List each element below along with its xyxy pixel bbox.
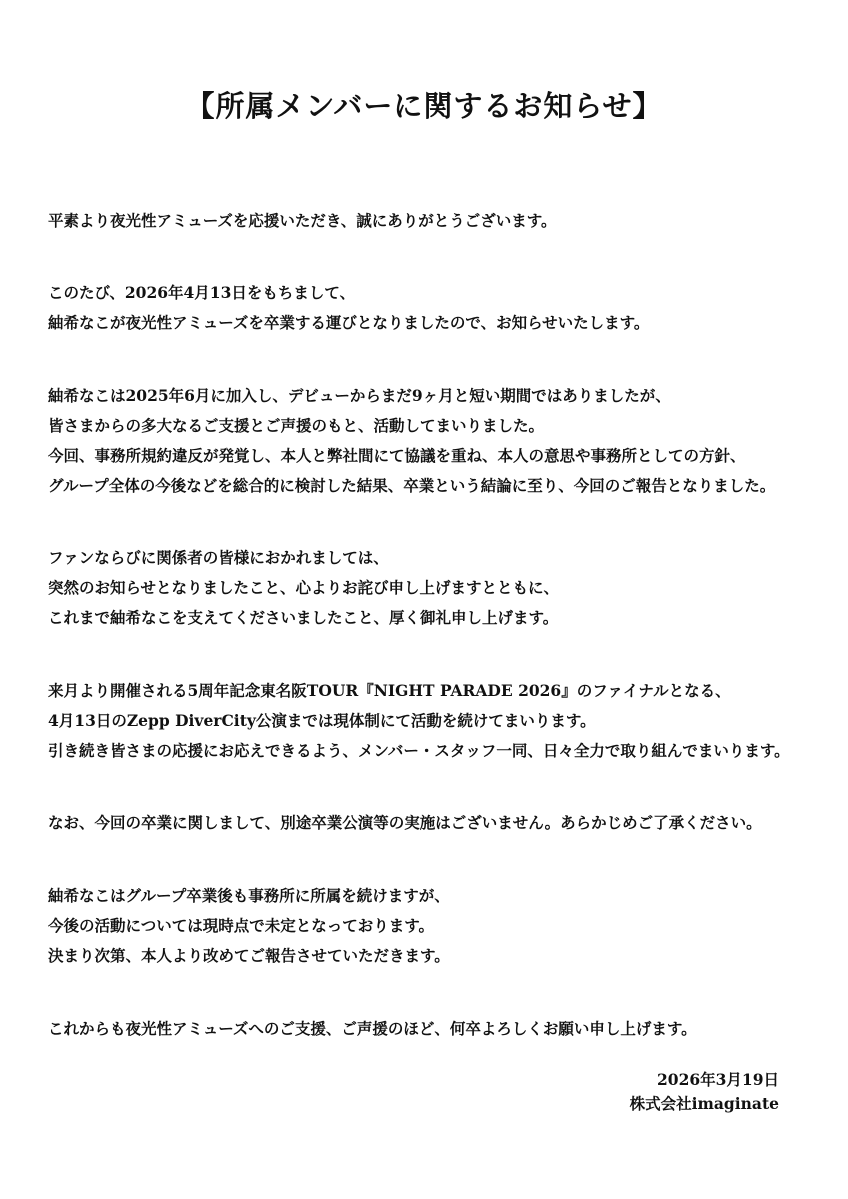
signature-company: 株式会社imaginate xyxy=(629,1094,779,1113)
text-line: 来月より開催される5周年記念東名阪TOUR『NIGHT PARADE 2026』のファイナルとなる、 xyxy=(48,681,731,700)
paragraph-closing xyxy=(48,1014,818,1044)
paragraph-spacer xyxy=(48,766,818,808)
announcement-body xyxy=(48,206,818,1044)
text-line: 平素より夜光性アミューズを応援いただき、誠にありがとうございます。 xyxy=(48,211,557,230)
paragraph-spacer xyxy=(48,501,818,543)
signature-block xyxy=(630,1068,779,1116)
text-line: 決まり次第、本人より改めてご報告させていただきます。 xyxy=(48,946,450,965)
paragraph-no-graduation-show xyxy=(48,808,818,838)
paragraph-future xyxy=(48,881,818,971)
text-line: 引き続き皆さまの応援にお応えできるよう、メンバー・スタッフ一同、日々全力で取り組んでまいります。 xyxy=(48,741,790,760)
text-line: 今回、事務所規約違反が発覚し、本人と弊社間にて協議を重ね、本人の意思や事務所としての方針、 xyxy=(48,446,746,465)
text-line: 紬希なこはグループ卒業後も事務所に所属を続けますが、 xyxy=(48,886,450,905)
text-line: これからも夜光性アミューズへのご支援、ご声援のほど、何卒よろしくお願い申し上げます。 xyxy=(48,1019,697,1038)
text-line: 紬希なこが夜光性アミューズを卒業する運びとなりましたので、お知らせいたします。 xyxy=(48,313,650,332)
paragraph-tour xyxy=(48,676,818,766)
paragraph-background xyxy=(48,381,818,501)
text-line: これまで紬希なこを支えてくださいましたこと、厚く御礼申し上げます。 xyxy=(48,608,559,627)
text-line: 突然のお知らせとなりましたこと、心よりお詫び申し上げますとともに、 xyxy=(48,578,560,597)
text-line: このたび、2026年4月13日をもちまして、 xyxy=(48,283,356,302)
text-line: 紬希なこは2025年6月に加入し、デビューからまだ9ヶ月と短い期間ではありましたが、 xyxy=(48,386,671,405)
page-title: 【所属メンバーに関するお知らせ】 xyxy=(185,89,663,123)
text-line: ファンならびに関係者の皆様におかれましては、 xyxy=(48,548,389,567)
paragraph-spacer xyxy=(48,338,818,381)
signature-date: 2026年3月19日 xyxy=(657,1070,779,1089)
paragraph-spacer xyxy=(48,838,818,881)
text-line: なお、今回の卒業に関しまして、別途卒業公演等の実施はございません。あらかじめご了承ください。 xyxy=(48,813,762,832)
paragraph-graduation-date xyxy=(48,278,818,338)
paragraph-spacer xyxy=(48,236,818,278)
text-line: 4月13日のZepp DiverCity公演までは現体制にて活動を続けてまいります。 xyxy=(48,711,596,730)
text-line: 皆さまからの多大なるご支援とご声援のもと、活動してまいりました。 xyxy=(48,416,545,435)
paragraph-spacer xyxy=(48,633,818,676)
text-line: グループ全体の今後などを総合的に検討した結果、卒業という結論に至り、今回のご報告となりました。 xyxy=(48,476,776,495)
text-line: 今後の活動については現時点で未定となっております。 xyxy=(48,916,434,935)
paragraph-apology xyxy=(48,543,818,633)
paragraph-greeting xyxy=(48,206,818,236)
paragraph-spacer xyxy=(48,971,818,1014)
